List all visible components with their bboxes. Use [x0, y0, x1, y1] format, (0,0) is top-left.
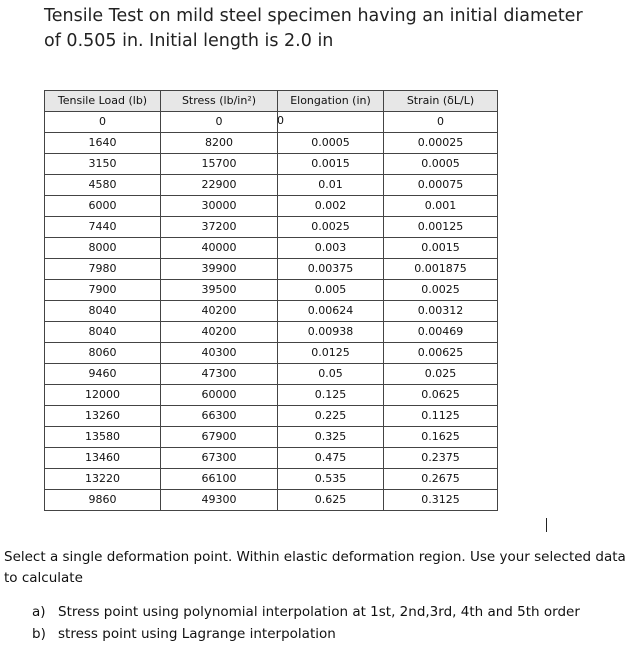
stress-cell: 67900	[161, 427, 278, 448]
elongation-cell: 0.01	[278, 175, 384, 196]
strain-cell: 0.00469	[384, 322, 498, 343]
option-a-text: Stress point using polynomial interpolation at 1st, 2nd,3rd, 4th and 5th order	[58, 604, 580, 620]
elongation-cell: 0.475	[278, 448, 384, 469]
table-row	[45, 427, 498, 448]
elongation-cell: 0.0125	[278, 343, 384, 364]
stress-cell: 40200	[161, 322, 278, 343]
table-row	[45, 280, 498, 301]
tensile-load-cell: 8060	[45, 343, 161, 364]
tensile-test-table	[44, 90, 498, 511]
elongation-cell: 0.005	[278, 280, 384, 301]
table-row	[45, 364, 498, 385]
elongation-cell: 0.05	[278, 364, 384, 385]
document-title: Tensile Test on mild steel specimen having an initial diameter of 0.505 in. Initial length is 2.0 in	[44, 6, 583, 51]
elongation-cell: 0.002	[278, 196, 384, 217]
strain-cell: 0.00075	[384, 175, 498, 196]
question-text: Select a single deformation point. Within elastic deformation region. Use your selected data to calculate	[4, 549, 626, 586]
elongation-cell: 0.225	[278, 406, 384, 427]
table-row	[45, 133, 498, 154]
elongation-cell: 0.625	[278, 490, 384, 511]
tensile-load-cell: 13220	[45, 469, 161, 490]
tensile-load-cell: 12000	[45, 385, 161, 406]
strain-cell: 0.001875	[384, 259, 498, 280]
text-cursor	[546, 518, 547, 532]
elongation-cell: 0.535	[278, 469, 384, 490]
stress-cell: 30000	[161, 196, 278, 217]
elongation-cell: 0.0015	[278, 154, 384, 175]
table-row	[45, 385, 498, 406]
stress-cell: 0	[161, 112, 278, 133]
stress-cell: 40000	[161, 238, 278, 259]
table-header-row	[45, 91, 498, 112]
table-row	[45, 217, 498, 238]
table-row	[45, 343, 498, 364]
stress-cell: 67300	[161, 448, 278, 469]
tensile-load-cell: 8000	[45, 238, 161, 259]
strain-cell: 0.00125	[384, 217, 498, 238]
strain-cell: 0	[384, 112, 498, 133]
elongation-cell: 0.003	[278, 238, 384, 259]
strain-cell: 0.1625	[384, 427, 498, 448]
elongation-cell: 0.325	[278, 427, 384, 448]
elongation-cell: 0.0025	[278, 217, 384, 238]
tensile-load-cell: 13260	[45, 406, 161, 427]
option-a-mark: a)	[32, 604, 46, 620]
table-row	[45, 469, 498, 490]
options-list	[32, 601, 580, 645]
stress-cell: 66300	[161, 406, 278, 427]
table-row	[45, 112, 498, 133]
tensile-load-cell: 7980	[45, 259, 161, 280]
header-elongation: Elongation (in)	[278, 91, 384, 112]
stress-cell: 60000	[161, 385, 278, 406]
strain-cell: 0.001	[384, 196, 498, 217]
header-strain: Strain (δL/L)	[384, 91, 498, 112]
elongation-cell: 0.125	[278, 385, 384, 406]
tensile-load-cell: 9460	[45, 364, 161, 385]
table-row	[45, 490, 498, 511]
stress-cell: 40200	[161, 301, 278, 322]
tensile-load-cell: 7900	[45, 280, 161, 301]
stress-cell: 8200	[161, 133, 278, 154]
strain-cell: 0.2675	[384, 469, 498, 490]
option-b-text: stress point using Lagrange interpolation	[58, 626, 336, 642]
tensile-load-cell: 8040	[45, 322, 161, 343]
table-row	[45, 322, 498, 343]
table-row	[45, 196, 498, 217]
strain-cell: 0.025	[384, 364, 498, 385]
stress-cell: 37200	[161, 217, 278, 238]
tensile-load-cell: 13580	[45, 427, 161, 448]
table-row	[45, 175, 498, 196]
stress-cell: 22900	[161, 175, 278, 196]
header-stress: Stress (lb/in²)	[161, 91, 278, 112]
option-b	[32, 623, 580, 645]
strain-cell: 0.3125	[384, 490, 498, 511]
table-row	[45, 406, 498, 427]
tensile-load-cell: 13460	[45, 448, 161, 469]
table-row	[45, 448, 498, 469]
strain-cell: 0.1125	[384, 406, 498, 427]
option-a	[32, 601, 580, 623]
elongation-cell: 0.00375	[278, 259, 384, 280]
elongation-cell: 0.0005	[278, 133, 384, 154]
strain-cell: 0.0005	[384, 154, 498, 175]
strain-cell: 0.0625	[384, 385, 498, 406]
header-tensile-load: Tensile Load (lb)	[45, 91, 161, 112]
stress-cell: 15700	[161, 154, 278, 175]
strain-cell: 0.2375	[384, 448, 498, 469]
tensile-load-cell: 8040	[45, 301, 161, 322]
strain-cell: 0.0025	[384, 280, 498, 301]
elongation-cell: 0.00938	[278, 322, 384, 343]
tensile-load-cell: 1640	[45, 133, 161, 154]
stress-cell: 66100	[161, 469, 278, 490]
option-b-mark: b)	[32, 626, 46, 642]
tensile-load-cell: 6000	[45, 196, 161, 217]
elongation-cell: 0.00624	[278, 301, 384, 322]
stray-zero-text: 0	[277, 114, 284, 127]
table-row	[45, 154, 498, 175]
stress-cell: 39500	[161, 280, 278, 301]
tensile-load-cell: 0	[45, 112, 161, 133]
tensile-load-cell: 9860	[45, 490, 161, 511]
tensile-load-cell: 4580	[45, 175, 161, 196]
elongation-cell	[278, 112, 384, 133]
tensile-load-cell: 7440	[45, 217, 161, 238]
stress-cell: 49300	[161, 490, 278, 511]
stress-cell: 39900	[161, 259, 278, 280]
stress-cell: 40300	[161, 343, 278, 364]
stress-cell: 47300	[161, 364, 278, 385]
strain-cell: 0.00025	[384, 133, 498, 154]
strain-cell: 0.00312	[384, 301, 498, 322]
tensile-load-cell: 3150	[45, 154, 161, 175]
table-row	[45, 238, 498, 259]
strain-cell: 0.00625	[384, 343, 498, 364]
table-row	[45, 301, 498, 322]
table-row	[45, 259, 498, 280]
strain-cell: 0.0015	[384, 238, 498, 259]
